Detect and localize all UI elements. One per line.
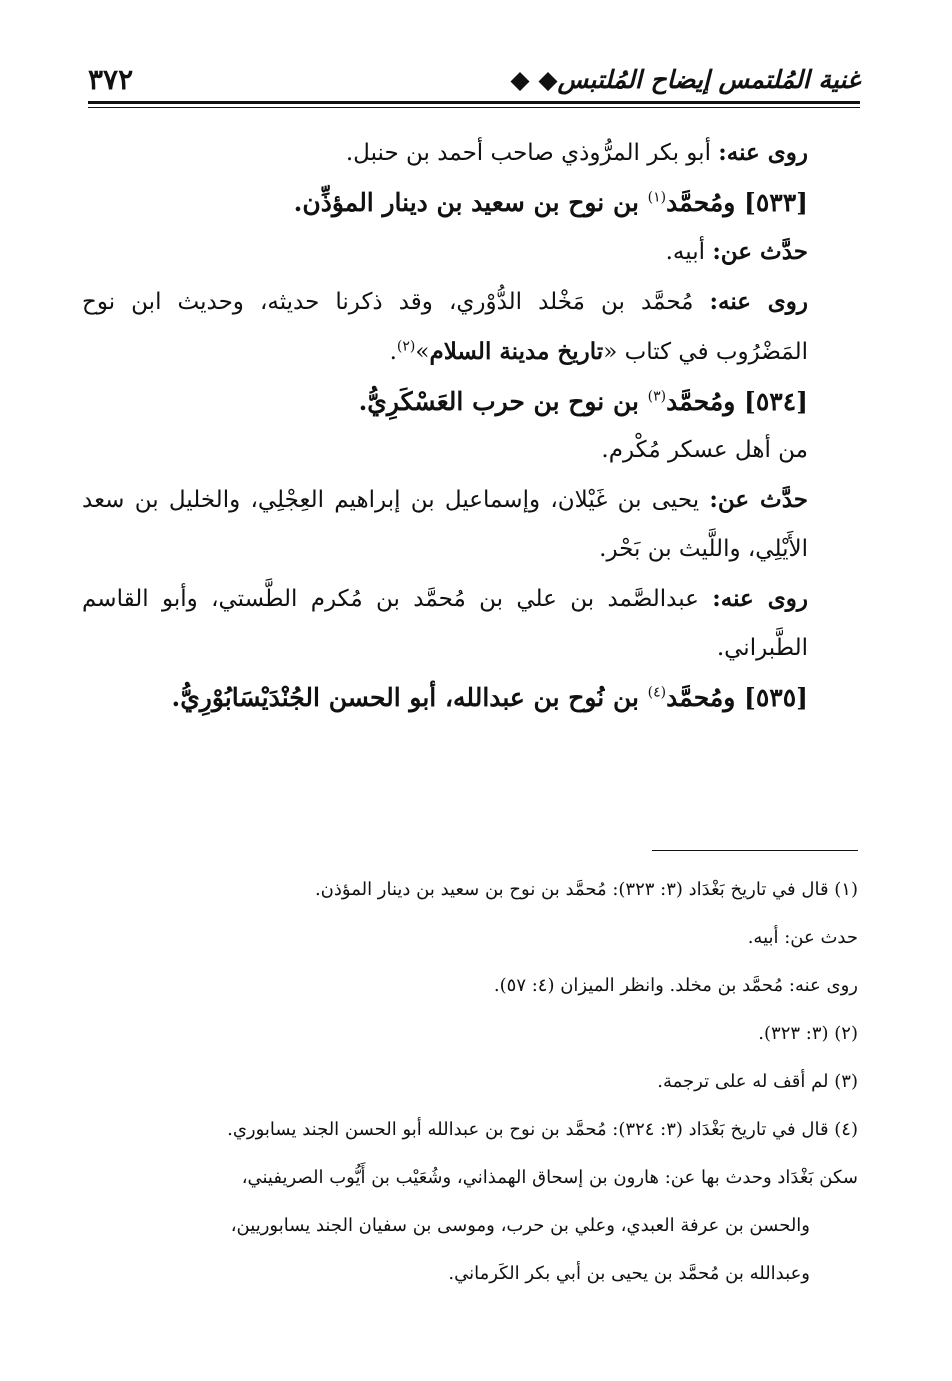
entry-533 — [82, 178, 858, 227]
entry-number: [٥٣٥] — [744, 683, 808, 712]
label-narrated-from: حدَّث عن: — [712, 238, 808, 265]
footnotes — [88, 866, 858, 1298]
footnote-ref-4: (٤) — [647, 684, 667, 701]
footnote-ref-1: (١) — [647, 189, 667, 206]
footnote-ref-3: (٣) — [647, 388, 667, 405]
entry-number: [٥٣٣] — [744, 188, 808, 217]
footnote-4-line-2: سكن بَغْدَاد وحدث بها عن: هارون بن إسحاق الهمذاني، وشُعَيْب بن أَيُّوب الصريفيني، — [241, 1167, 858, 1188]
footnote-1-line-3: روى عنه: مُحمَّد بن مخلد. وانظر الميزان (٤: ٥٧). — [493, 975, 858, 996]
footnote-4: (٤) قال في تاريخ بَغْدَاد (٣: ٣٢٤): مُحمَّد بن نوح بن عبدالله أبو الحسن الجند يسابوري. — [227, 1119, 858, 1140]
narrated-by-paragraph-2 — [82, 277, 858, 377]
page-number: ٣٧٢ — [88, 62, 134, 96]
paragraph-end: . — [389, 339, 397, 365]
entry-name-rest: بن نُوح بن عبدالله، أبو الحسن الجُنْدَيْسَابُوْرِيُّ. — [171, 683, 648, 712]
quote-close: » — [415, 339, 430, 365]
footnote-1-line-2: حدث عن: أبيه. — [747, 927, 858, 948]
entry-name-rest: بن نوح بن سعيد بن دينار المؤذِّن. — [293, 188, 648, 217]
label-narrated-by: روى عنه: — [718, 139, 808, 166]
footnote-4-line-4: وعبدالله بن مُحمَّد بن يحيى بن أبي بكر الكَرماني. — [448, 1263, 810, 1284]
narrated-by-paragraph-1 — [82, 128, 858, 178]
label-narrated-from: حدَّث عن: — [709, 486, 808, 513]
origin-paragraph — [82, 426, 858, 475]
entry-number: [٥٣٤] — [744, 387, 808, 416]
narrated-from-paragraph-2 — [82, 475, 858, 574]
footnote-3: (٣) لم أقف له على ترجمة. — [657, 1071, 858, 1092]
label-narrated-by: روى عنه: — [709, 288, 808, 315]
paragraph-text: من أهل عسكر مُكْرم. — [601, 437, 808, 463]
entry-534 — [82, 377, 858, 426]
narrated-from-paragraph-1 — [82, 227, 858, 277]
footnote-1: (١) قال في تاريخ بَغْدَاد (٣: ٣٢٣): مُحمَّد بن نوح بن سعيد بن دينار المؤذن. — [314, 879, 858, 900]
footnote-4-line-3: والحسن بن عرفة العبدي، وعلي بن حرب، وموسى بن سفيان الجند يسابوريين، — [230, 1215, 810, 1236]
paragraph-text: عبدالصَّمد بن علي بن مُحمَّد بن مُكرم الطَّستي، وأبو القاسم الطَّبراني. — [82, 586, 808, 661]
paragraph-text: يحيى بن غَيْلان، وإسماعيل بن إبراهيم العِجْلِي، والخليل بن سعد الأَيْلِي، واللَّيث بن بَحْر. — [82, 487, 808, 562]
header-rule-thin — [88, 107, 860, 108]
header-rule-thick — [88, 101, 860, 104]
entry-name-rest: بن نوح بن حرب العَسْكَرِيُّ. — [358, 387, 648, 416]
entry-535 — [82, 673, 858, 722]
footnote-separator — [652, 850, 858, 851]
paragraph-text: مُحمَّد بن مَخْلد الدُّوْري، وقد ذكرنا حديثه، وحديث ابن نوح المَضْرُوب في كتاب « — [82, 289, 808, 365]
running-title: غنية المُلتمس إيضاح المُلتبس◆ ◆ — [510, 64, 860, 94]
page-header — [88, 58, 860, 100]
footnote-2: (٢) (٣: ٣٢٣). — [758, 1023, 858, 1044]
paragraph-text: أبو بكر المرُّوذي صاحب أحمد بن حنبل. — [345, 140, 719, 166]
main-text — [82, 128, 858, 722]
entry-name-start: ومُحمَّد — [666, 188, 745, 217]
label-narrated-by: روى عنه: — [712, 585, 808, 612]
footnote-ref-2: (٢) — [396, 338, 416, 355]
book-title: تاريخ مدينة السلام — [429, 338, 604, 365]
entry-name-start: ومُحمَّد — [666, 387, 745, 416]
paragraph-text: أبيه. — [665, 239, 713, 265]
narrated-by-paragraph-3 — [82, 574, 858, 673]
entry-name-start: ومُحمَّد — [666, 683, 745, 712]
